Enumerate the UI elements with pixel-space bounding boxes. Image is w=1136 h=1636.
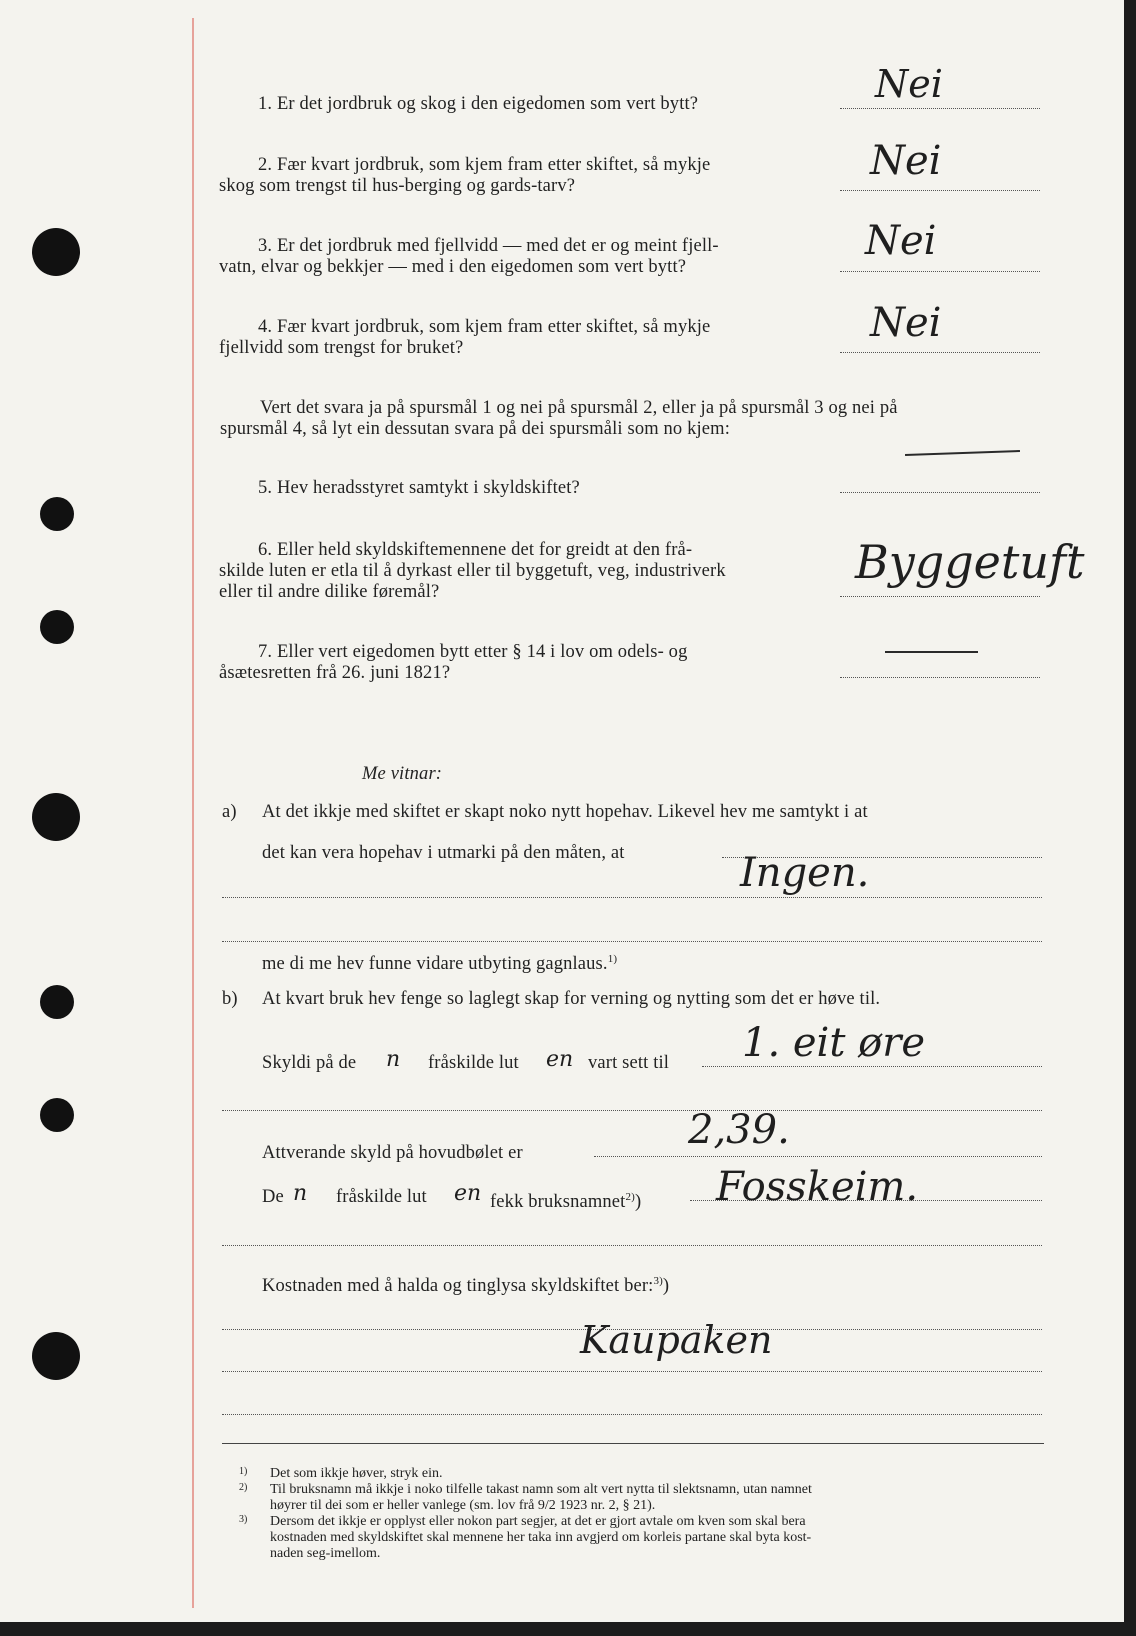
footnote-ref-3: 3) [653, 1275, 663, 1287]
answer-line-6[interactable] [840, 596, 1040, 597]
cost-label-text: Kostnaden med å halda og tinglysa skyldskiftet ber: [262, 1276, 654, 1297]
answer-2-handwriting: Nei [870, 138, 942, 184]
cost-field-line-3[interactable] [222, 1414, 1042, 1415]
question-7-line-1: 7. Eller vert eigedomen bytt etter § 14 i lov om odels‐ og [258, 642, 688, 662]
main-skyld-label: Attverande skyld på hovudbølet er [262, 1143, 523, 1163]
footnote-rule [222, 1443, 1044, 1444]
answer-dash [885, 651, 978, 653]
question-3-line-1: 3. Er det jordbruk med fjellvidd — med det er og meint fjell‐ [258, 236, 719, 256]
hopehav-field-line-3[interactable] [222, 941, 1042, 942]
skyld-field-line-2[interactable] [222, 1110, 1042, 1111]
question-2-line-1: 2. Fær kvart jordbruk, som kjem fram etter skiftet, så mykje [258, 155, 711, 175]
question-1-text: 1. Er det jordbruk og skog i den eigedomen som vert bytt? [258, 94, 699, 114]
answer-dash [905, 450, 1020, 456]
bruksnamn-handwriting: Fosskeim. [716, 1164, 919, 1210]
skyld-value-handwriting: 1. eit øre [742, 1020, 926, 1066]
name-label-a: De [262, 1187, 284, 1207]
main-skyld-field-line[interactable] [594, 1156, 1042, 1157]
binder-hole [32, 1332, 80, 1380]
answer-6-handwriting: Byggetuft [855, 535, 1085, 589]
question-7-line-2: åsætesretten frå 26. juni 1821? [219, 663, 451, 683]
cost-label: Kostnaden med å halda og tinglysa skyldskiftet ber:$^{3)}$) [262, 1275, 670, 1297]
question-3-line-2: vatn, elvar og bekkjer — med i den eigedomen som vert bytt? [219, 257, 687, 277]
footnote-ref-2: 2) [625, 1191, 635, 1203]
footnote-2-number: 2) [239, 1482, 248, 1493]
skyld-label-b: fråskilde lut [428, 1053, 519, 1073]
binder-hole [40, 1098, 74, 1132]
witness-a-line-3-text: me di me hev funne vidare utbyting gagnlaus. [262, 954, 608, 975]
skyld-handwriting-n: n [386, 1047, 401, 1072]
question-6-line-2: skilde luten er etla til å dyrkast eller til byggetuft, veg, industriverk [219, 561, 726, 581]
name-label-c: fekk bruksnamnet$^{2)}$) [490, 1191, 642, 1213]
answer-1-handwriting: Nei [875, 62, 943, 106]
witness-a-line-3 [262, 949, 617, 974]
footnote-3-line-3: naden seg‐imellom. [270, 1546, 381, 1561]
answer-line-3[interactable] [840, 271, 1040, 272]
witness-heading: Me vitnar: [362, 764, 443, 784]
question-2-line-2: skog som trengst til hus‐berging og gards‐tarv? [219, 176, 576, 196]
footnote-3-number: 3) [239, 1514, 248, 1525]
binder-hole [32, 793, 80, 841]
skyld-label-a: Skyldi på de [262, 1053, 357, 1073]
witness-b-line-1: At kvart bruk hev fenge so laglegt skap for verning og nytting som det er høve til. [262, 989, 881, 1009]
question-4-line-2: fjellvidd som trengst for bruket? [219, 338, 464, 358]
cost-handwriting: Kaupaken [580, 1318, 773, 1362]
conditional-intro-line-2: spursmål 4, så lyt ein dessutan svara på dei spursmåli som no kjem: [220, 419, 730, 439]
skyld-handwriting-en: en [546, 1047, 574, 1072]
footnote-2-line-1: Til bruksnamn må ikkje i noko tilfelle takast namn som alt vert nytta til slektsnamn, utan namnet [270, 1482, 812, 1497]
hopehav-handwriting: Ingen. [740, 850, 870, 896]
cost-field-line-2[interactable] [222, 1371, 1042, 1372]
conditional-intro-line-1: Vert det svara ja på spursmål 1 og nei på spursmål 2, eller ja på spursmål 3 og nei på [260, 398, 898, 418]
answer-line-4[interactable] [840, 352, 1040, 353]
question-5-text: 5. Hev heradsstyret samtykt i skyldskiftet? [258, 478, 580, 498]
footnote-3-line-1: Dersom det ikkje er opplyst eller nokon part segjer, at det er gjort avtale om kven som skal bera [270, 1514, 806, 1529]
skyld-field-line[interactable] [702, 1066, 1042, 1067]
binder-hole [40, 985, 74, 1019]
question-4-line-1: 4. Fær kvart jordbruk, som kjem fram etter skiftet, så mykje [258, 317, 711, 337]
answer-line-2[interactable] [840, 190, 1040, 191]
answer-line-7[interactable] [840, 677, 1040, 678]
witness-a-label: a) [222, 802, 237, 822]
witness-b-label: b) [222, 989, 238, 1009]
name-label-c-text: fekk bruksnamnet [490, 1192, 626, 1213]
question-6-line-3: eller til andre dilike føremål? [219, 582, 440, 602]
binder-hole [32, 228, 80, 276]
skyld-label-c: vart sett til [588, 1053, 670, 1073]
bruksnamn-field-line-2[interactable] [222, 1245, 1042, 1246]
footnote-1-line-1: Det som ikkje høver, stryk ein. [270, 1466, 443, 1481]
answer-line-5[interactable] [840, 492, 1040, 493]
footnote-2-line-2: høyrer til dei som er heller vanlege (sm. lov frå 9/2 1923 nr. 2, § 21). [270, 1498, 656, 1513]
witness-a-line-1: At det ikkje med skiftet er skapt noko nytt hopehav. Likevel hev me samtykt i at [262, 802, 868, 822]
hopehav-field-line-2[interactable] [222, 897, 1042, 898]
name-label-b: fråskilde lut [336, 1187, 427, 1207]
footnote-3-line-2: kostnaden med skyldskiftet skal mennene her taka inn avgjerd om korleis partane skal byta kost‐ [270, 1530, 812, 1545]
binder-hole [40, 610, 74, 644]
question-6-line-1: 6. Eller held skyldskiftemennene det for greidt at den frå‐ [258, 540, 693, 560]
margin-line [192, 18, 194, 1608]
main-skyld-handwriting: 2,39. [688, 1107, 790, 1153]
witness-a-line-2: det kan vera hopehav i utmarki på den måten, at [262, 843, 625, 863]
binder-hole [40, 497, 74, 531]
name-handwriting-en: en [454, 1181, 482, 1206]
answer-line-1[interactable] [840, 108, 1040, 109]
answer-3-handwriting: Nei [865, 218, 937, 264]
name-handwriting-n: n [293, 1181, 308, 1206]
footnote-ref-1: 1) [607, 953, 618, 965]
answer-4-handwriting: Nei [870, 300, 942, 346]
footnote-1-number: 1) [239, 1466, 248, 1477]
